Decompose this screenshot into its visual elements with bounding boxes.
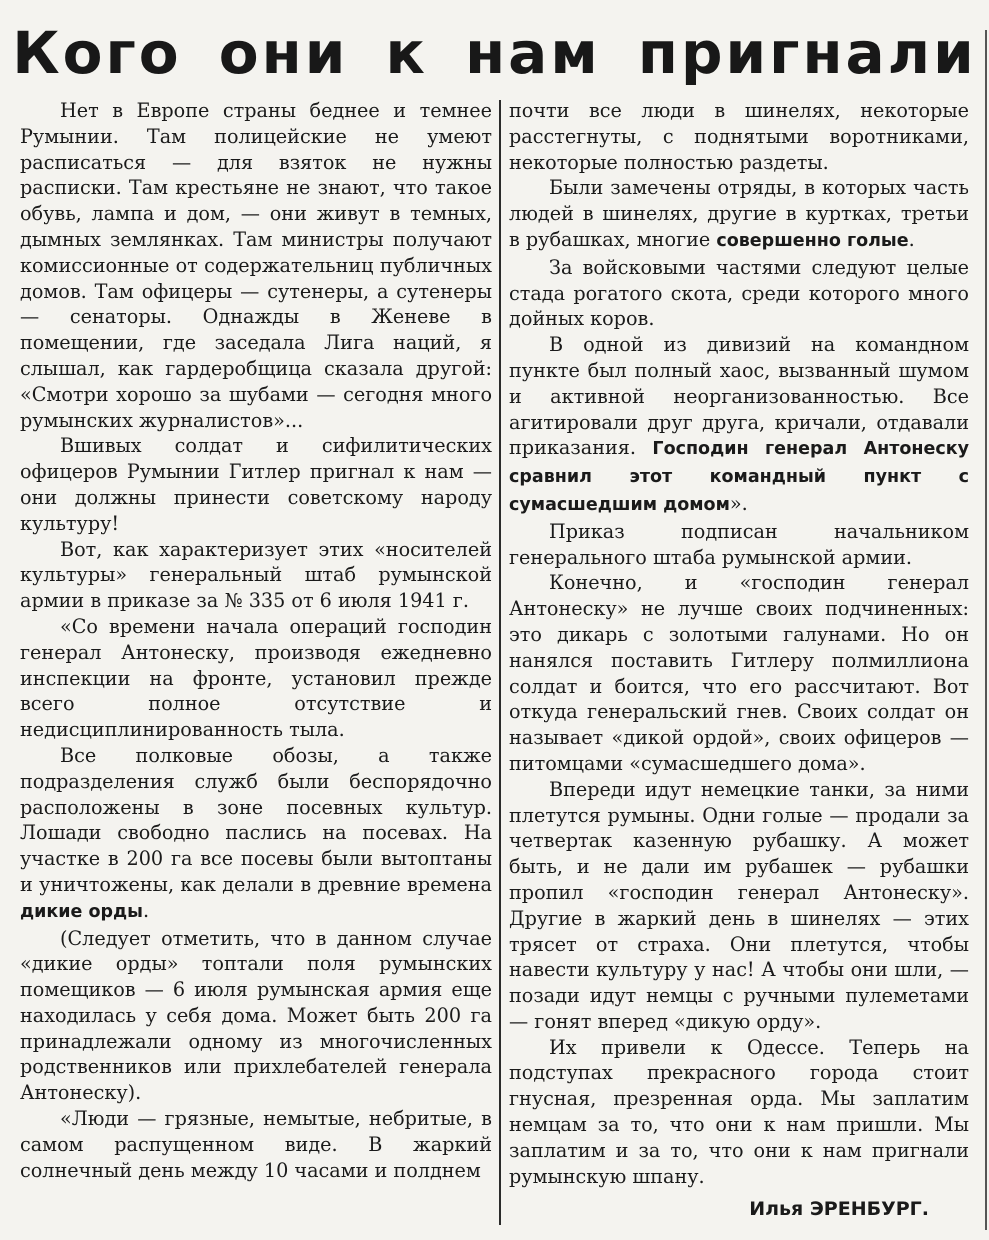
paragraph-text: Конечно, и «господин генерал Антонеску» не лучше своих подчиненных: это дикарь с золотыми галунами. Но он нанялся поставить Гитлеру полмиллиона солдат и боится, что его рассчитают. Вот откуда генеральский гнев. Своих солдат он называет «дикой ордой», своих офицеров — питомцами «сумасшедшего дома». (509, 571, 969, 775)
paragraph-text: За войсковыми частями следуют целые стада рогатого скота, среди которого много дойных коров. (509, 255, 969, 331)
paragraph-text: В одной из дивизий на командном пункте был полный хаос, вызванный шумом и активной неорганизованностью. Все агитировали друг друга, кричали, отдавали приказания. (509, 333, 969, 460)
paragraph-text: «Со времени начала операций господин генерал Антонеску, производя ежедневно инспекции на фронте, установил прежде всего полное отсутствие и недисциплинированность тыла. (20, 614, 492, 742)
bold-emphasis: дикие орды (20, 901, 144, 922)
paragraph (509, 255, 969, 332)
paragraph-text: (Следует отметить, что в данном случае «дикие орды» топтали поля румынских помещиков — 6 июля румынская армия еще находилась у себя дома. Может быть 200 га принадлежали одному из многочисленных родственников или прихлебателей генерала Антонеску). (20, 926, 492, 1105)
paragraph (509, 777, 969, 1035)
paragraph (20, 433, 492, 536)
paragraph (509, 175, 969, 254)
paragraph-text: Были замечены отряды, в которых часть людей в шинелях, другие в куртках, третьи в рубашках, многие (509, 176, 969, 251)
bold-emphasis: совершенно голые (716, 230, 909, 251)
bold-emphasis: Господин генерал Антонеску сравнил этот командный пункт с сумасшедшим домом (509, 439, 969, 515)
paragraph-text: Впереди идут немецкие танки, за ними плетутся румыны. Одни голые — продали за четвертак казенную рубашку. А может быть, и не дали им рубашек — рубашки пропил «господин генерал Антонеску». Другие в жаркий день в шинелях — этих трясет от страха. Они плетутся, чтобы навести культуру у нас! А чтобы они шли, — позади идут немцы с ручными пулеметами — гонят вперед «дикую орду». (509, 777, 969, 1033)
paragraph-text: Вшивых солдат и сифилитических офицеров Румынии Гитлер пригнал к нам — они должны принести советскому народу культуру! (20, 434, 492, 535)
paragraph-text-end: ». (729, 491, 748, 515)
paragraph (20, 614, 492, 743)
author-signature: Илья ЭРЕНБУРГ. (749, 1198, 929, 1220)
paragraph-text: Нет в Европе страны беднее и темнее Румынии. Там полицейские не умеют расписаться — для взяток не нужны расписки. Там крестьяне не знают, что такое обувь, лампа и дом, — они живут в темных, дымных землянках. Там министры получают комиссионные от содержательниц публичных домов. Там офицеры — сутенеры, а сутенеры — сенаторы. Однажды в Женеве в помещении, где заседала Лига наций, я слышал, как гардеробщица сказала другой: «Смотри хорошо за шубами — сегодня много румынских журналистов»... (20, 99, 492, 432)
paragraph (509, 1035, 969, 1190)
paragraph-text: почти все люди в шинелях, некоторые расстегнуты, с поднятыми воротниками, некоторые полностью раздеты. (509, 99, 969, 174)
article-column-right (509, 98, 969, 1189)
paragraph-text: Все полковые обозы, а также подразделения служб были беспорядочно расположены в зоне посевных культур. Лошади свободно паслись на посевах. На участке в 200 га все посевы были вытоптаны и уничтожены, как делали в древние времена (20, 743, 492, 896)
paragraph-text-end: . (143, 898, 150, 922)
headline: Кого они к нам пригнали (12, 19, 977, 87)
paragraph (509, 332, 969, 519)
paragraph-text: Приказ подписан начальником генерального штаба румынской армии. (509, 519, 969, 569)
paragraph (20, 98, 492, 433)
paragraph (20, 537, 492, 614)
paragraph (20, 1106, 492, 1183)
paragraph-text: «Люди — грязные, немытые, небритые, в самом распущенном виде. В жаркий солнечный день между 10 часами и полднем (20, 1107, 492, 1182)
column-divider (499, 100, 501, 1225)
paragraph (20, 926, 492, 1107)
paragraph (20, 743, 492, 926)
paragraph-text: Вот, как характеризует этих «носителей культуры» генеральный штаб румынской армии в приказе за № 335 от 6 июля 1941 г. (20, 537, 492, 613)
page-edge-divider (985, 30, 987, 1230)
paragraph (509, 570, 969, 776)
paragraph (509, 98, 969, 175)
article-column-left (20, 98, 492, 1183)
paragraph-text: Их привели к Одессе. Теперь на подступах прекрасного города стоит гнусная, презренная орда. Мы заплатим немцам за то, что они к нам пришли. Мы заплатим и за то, что они к нам пригнали румынскую шпану. (509, 1035, 969, 1188)
paragraph-text-end: . (908, 227, 915, 251)
paragraph (509, 519, 969, 571)
